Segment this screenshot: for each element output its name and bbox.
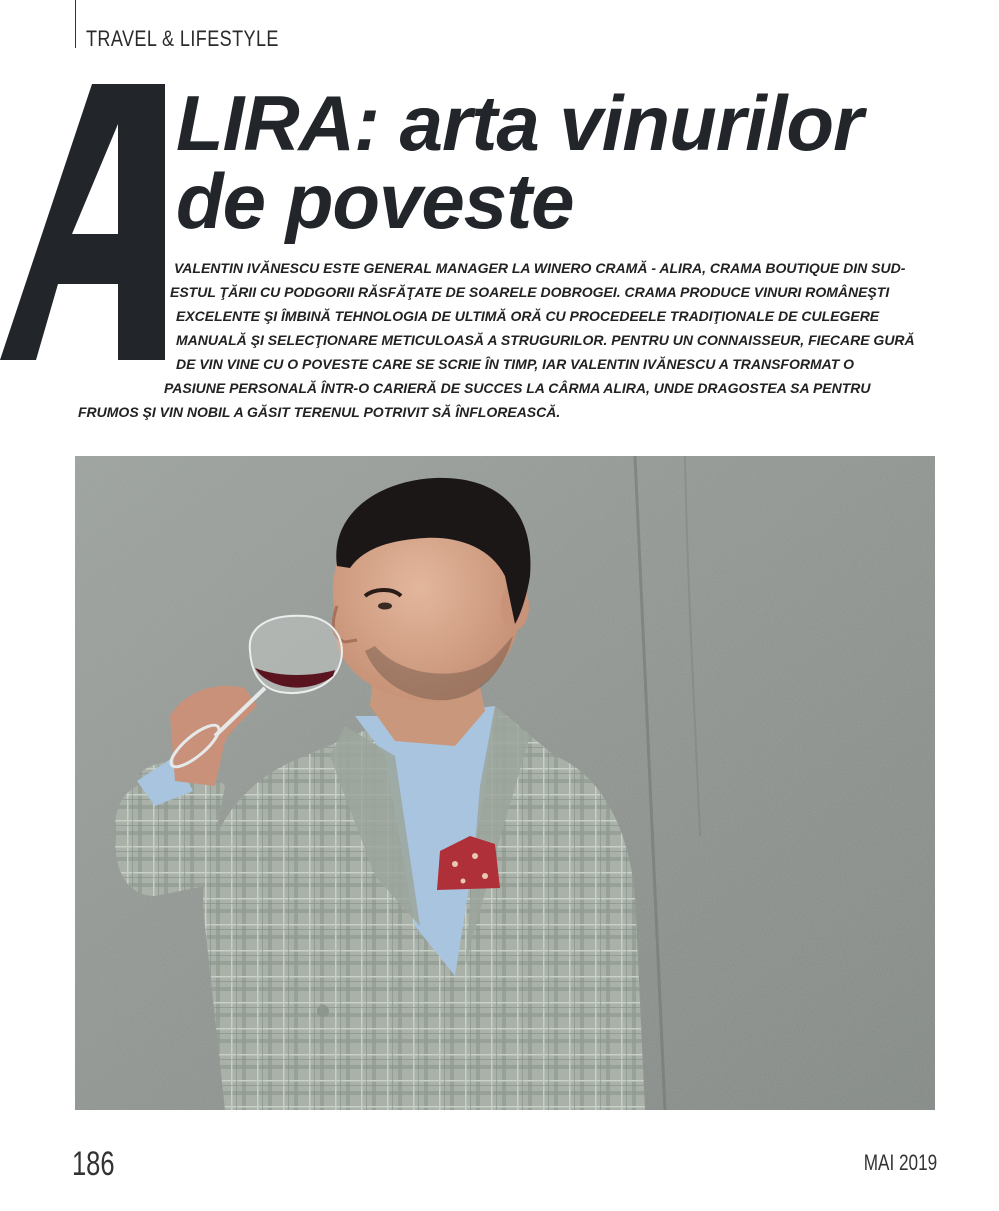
lede-line-5: DE VIN VINE CU O POVESTE CARE SE SCRIE ÎN TIMP, IAR VALENTIN IVĂNESCU A TRANSFORMAT O xyxy=(176,356,855,372)
article-title-line-2: de poveste xyxy=(176,157,574,245)
page-number: 186 xyxy=(72,1145,115,1183)
portrait-photo xyxy=(75,456,935,1110)
drop-cap-letter-a xyxy=(0,84,165,360)
article-title-line-1: LIRA: arta vinurilor xyxy=(176,79,863,167)
lede-line-1: VALENTIN IVĂNESCU ESTE GENERAL MANAGER LA WINERO CRAMĂ - ALIRA, CRAMA BOUTIQUE DIN SUD- xyxy=(174,260,906,276)
lede-line-7: FRUMOS ŞI VIN NOBIL A GĂSIT TERENUL POTRIVIT SĂ ÎNFLOREASCĂ. xyxy=(78,404,561,420)
issue-date: MAI 2019 xyxy=(863,1150,937,1175)
lede-line-6: PASIUNE PERSONALĂ ÎNTR-O CARIERĂ DE SUCCES LA CÂRMA ALIRA, UNDE DRAGOSTEA SA PENTRU xyxy=(164,380,871,396)
lede-line-2: ESTUL ŢĂRII CU PODGORII RĂSFĂŢATE DE SOARELE DOBROGEI. CRAMA PRODUCE VINURI ROMÂNEŞTI xyxy=(170,284,890,300)
section-label: TRAVEL & LIFESTYLE xyxy=(86,26,279,51)
article-title xyxy=(176,79,863,245)
lede-line-3: EXCELENTE ŞI ÎMBINĂ TEHNOLOGIA DE ULTIMĂ ORĂ CU PROCEDEELE TRADIŢIONALE DE CULEGERE xyxy=(176,308,880,324)
lede-line-4: MANUALĂ ŞI SELECŢIONARE METICULOASĂ A STRUGURILOR. PENTRU UN CONNAISSEUR, FIECARE GURĂ xyxy=(176,332,915,348)
section-divider-rule xyxy=(75,0,76,48)
